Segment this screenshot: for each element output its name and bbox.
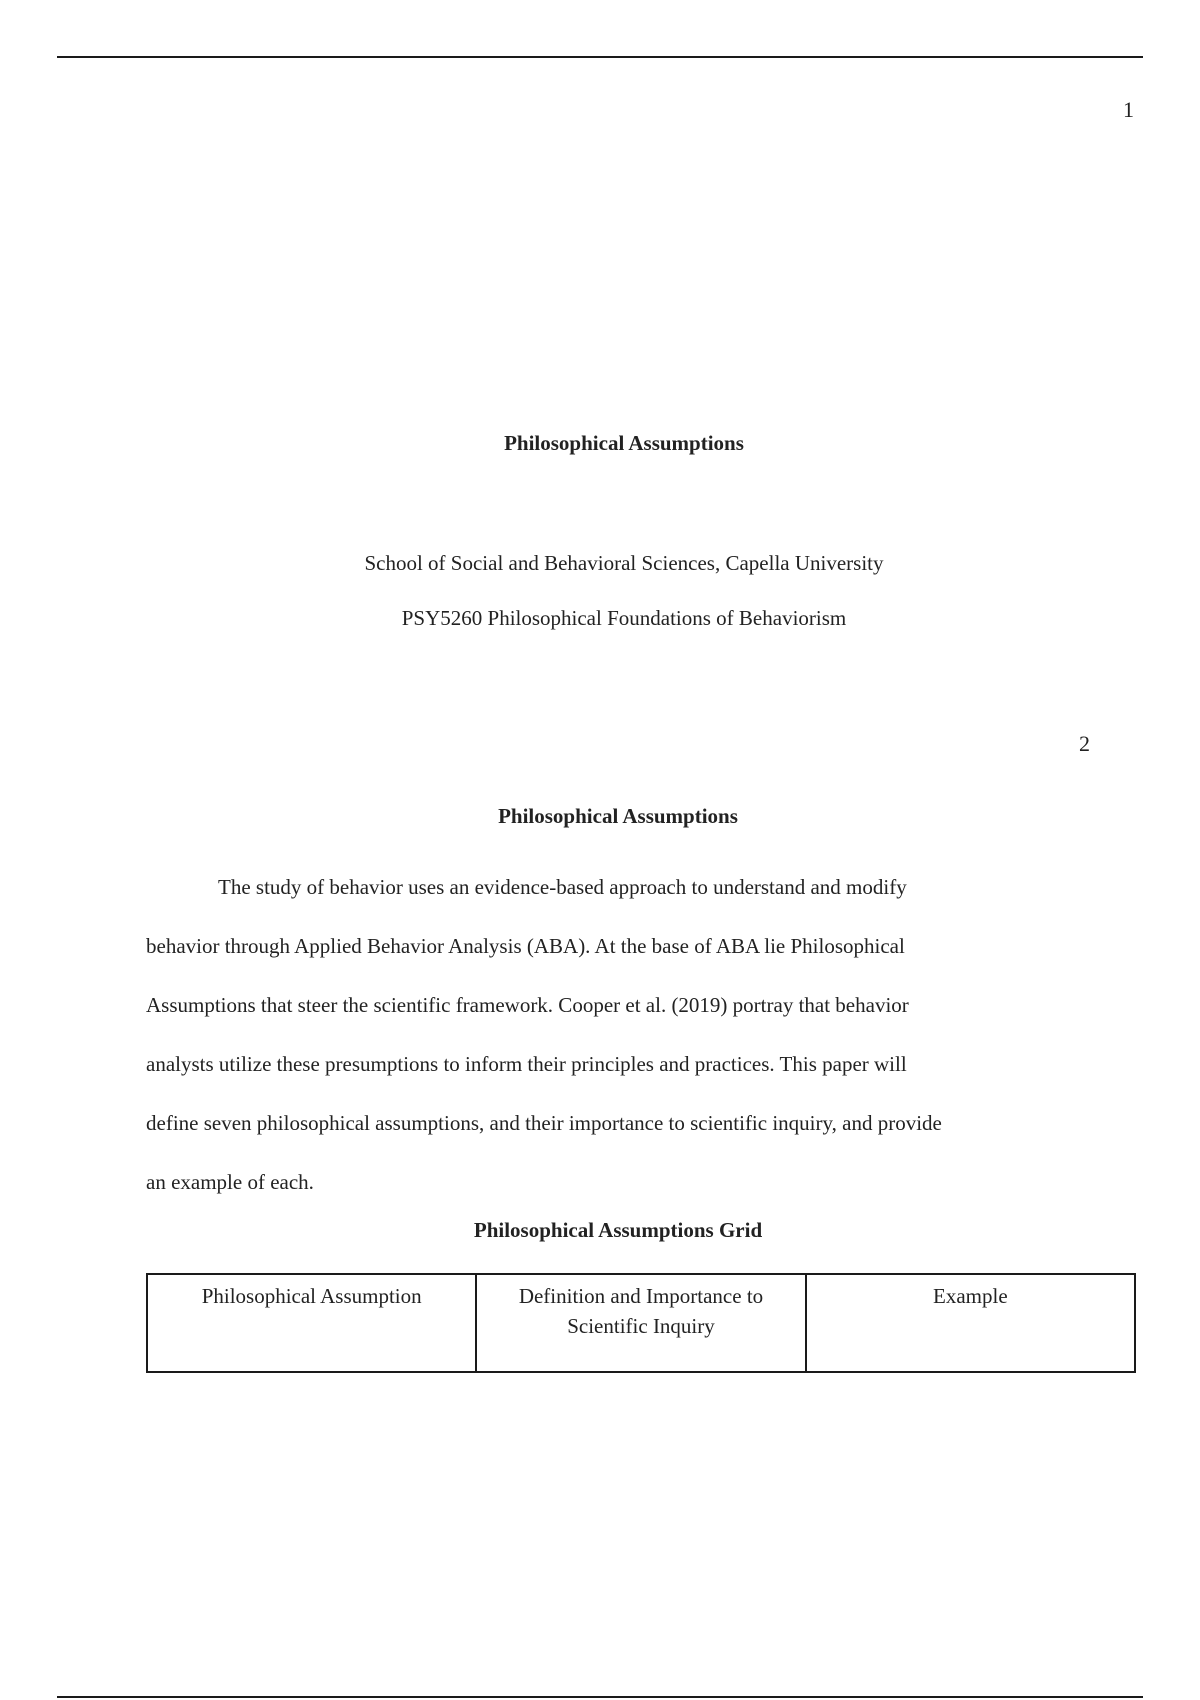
paragraph-line: The study of behavior uses an evidence-based approach to understand and modify — [218, 875, 907, 899]
assumptions-grid-table — [146, 1273, 1136, 1373]
author-affiliation: School of Social and Behavioral Sciences, Capella University — [364, 551, 884, 575]
column-header-definition: Definition and Importance to Scientific Inquiry — [476, 1274, 805, 1372]
column-header-assumption: Philosophical Assumption — [147, 1274, 476, 1372]
course-name: PSY5260 Philosophical Foundations of Behaviorism — [401, 606, 847, 630]
paragraph-line: behavior through Applied Behavior Analysis (ABA). At the base of ABA lie Philosophical — [146, 934, 905, 958]
section-title: Philosophical Assumptions — [498, 804, 738, 828]
paragraph-line: Assumptions that steer the scientific framework. Cooper et al. (2019) portray that behavior — [146, 993, 909, 1017]
paragraph-line: analysts utilize these presumptions to inform their principles and practices. This paper will — [146, 1052, 907, 1076]
page-number-2: 2 — [1079, 731, 1090, 756]
column-header-example: Example — [806, 1274, 1135, 1372]
intro-paragraph — [146, 858, 1086, 1212]
title-page-title: Philosophical Assumptions — [504, 431, 744, 455]
page-bottom-border — [57, 1696, 1143, 1698]
paragraph-line: an example of each. — [146, 1170, 314, 1194]
grid-title: Philosophical Assumptions Grid — [473, 1218, 763, 1242]
page-number-1: 1 — [1123, 97, 1134, 122]
table-header-row — [147, 1274, 1135, 1372]
page-top-border — [57, 56, 1143, 58]
paragraph-line: define seven philosophical assumptions, and their importance to scientific inquiry, and provide — [146, 1111, 942, 1135]
